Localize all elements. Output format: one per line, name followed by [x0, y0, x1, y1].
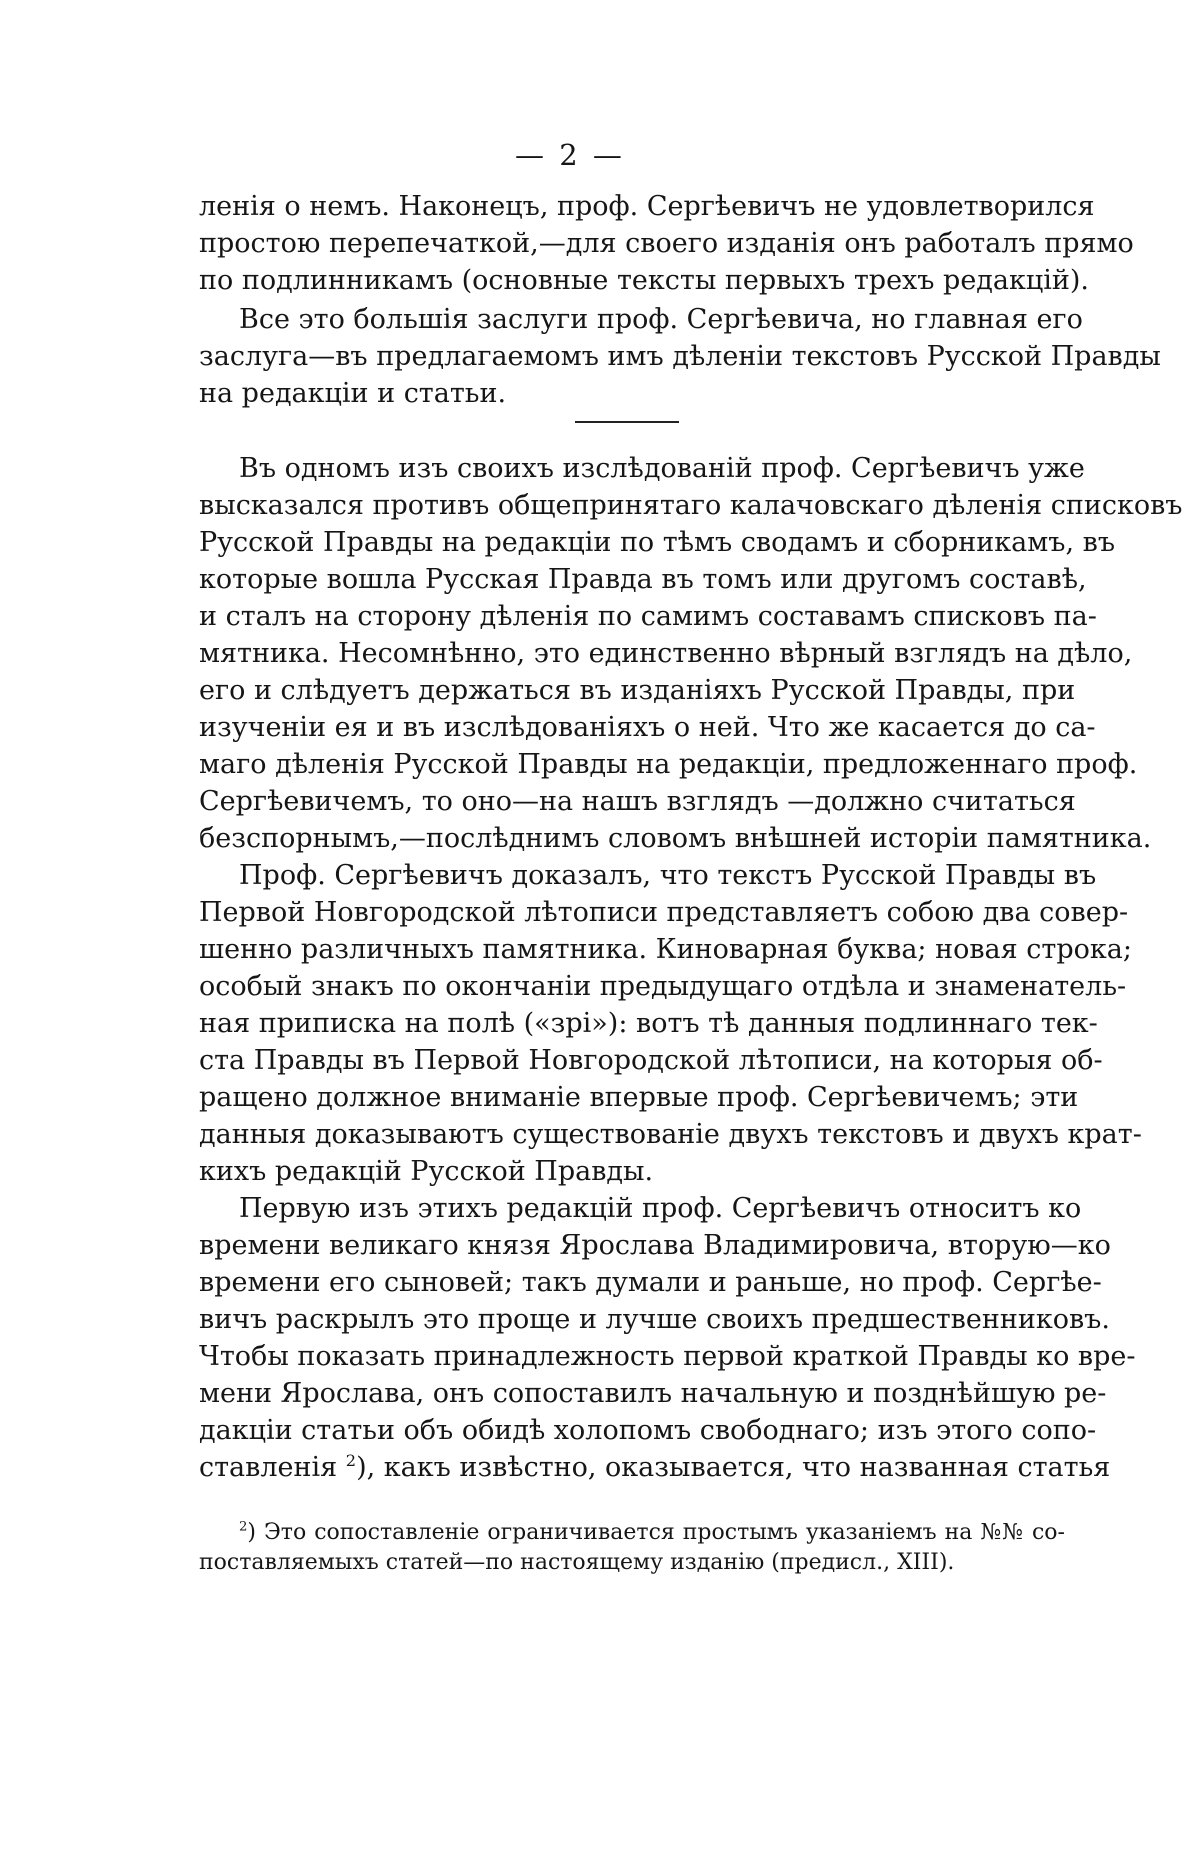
text-line-end: ), какъ извѣстно, оказывается, что названная статья: [356, 1452, 1111, 1483]
text-line: мени Ярослава, онъ сопоставилъ начальную и позднѣйшую ре-: [199, 1378, 1107, 1409]
text-line: Первой Новгородской лѣтописи представляетъ собою два совер-: [199, 897, 1129, 928]
text-line: по подлинникамъ (основные тексты первыхъ трехъ редакцій).: [199, 265, 1089, 296]
text-line: безспорнымъ,—послѣднимъ словомъ внѣшней исторіи памятника.: [199, 823, 1152, 854]
text-line: которые вошла Русская Правда въ томъ или другомъ составѣ,: [199, 564, 1087, 595]
footnote-marker: 2: [239, 1519, 248, 1535]
text-line: [199, 1449, 1111, 1486]
text-line: Проф. Сергѣевичъ доказалъ, что текстъ Русской Правды въ: [239, 860, 1097, 891]
section-divider: [575, 421, 679, 423]
text-line: ная приписка на полѣ («зрі»): вотъ тѣ данныя подлиннаго тек-: [199, 1008, 1098, 1039]
text-line: дакціи статьи объ обидѣ холопомъ свободнаго; изъ этого сопо-: [199, 1415, 1097, 1446]
text-line: времени великаго князя Ярослава Владимировича, вторую—ко: [199, 1230, 1111, 1261]
text-line: изученіи ея и въ изслѣдованіяхъ о ней. Что же касается до са-: [199, 712, 1096, 743]
text-line: Въ одномъ изъ своихъ изслѣдованій проф. Сергѣевичъ уже: [239, 453, 1085, 484]
text-line: на редакціи и статьи.: [199, 378, 507, 409]
text-line: данныя доказываютъ существованіе двухъ текстовъ и двухъ крат-: [199, 1119, 1142, 1150]
text-line: Сергѣевичемъ, то оно—на нашъ взглядъ —должно считаться: [199, 786, 1076, 817]
text-line: Первую изъ этихъ редакцій проф. Сергѣевичъ относитъ ко: [239, 1193, 1082, 1224]
footnote: [199, 1518, 1065, 1578]
paragraph-2: [199, 301, 1161, 412]
footnote-text: ) Это сопоставленіе ограничивается простымъ указаніемъ на №№ со-: [247, 1520, 1065, 1545]
paragraph-4: [199, 857, 1142, 1190]
text-line: мятника. Несомнѣнно, это единственно вѣрный взглядъ на дѣло,: [199, 638, 1133, 669]
text-line: простою перепечаткой,—для своего изданія онъ работалъ прямо: [199, 228, 1134, 259]
text-line: ста Правды въ Первой Новгородской лѣтописи, на которыя об-: [199, 1045, 1103, 1076]
text-line: вичъ раскрылъ это проще и лучше своихъ предшественниковъ.: [199, 1304, 1110, 1335]
text-line: времени его сыновей; такъ думали и раньше, но проф. Сергѣе-: [199, 1267, 1102, 1298]
text-line: ленія о немъ. Наконецъ, проф. Сергѣевичъ не удовлетворился: [199, 191, 1095, 222]
text-line: Все это большія заслуги проф. Сергѣевича, но главная его: [239, 304, 1083, 335]
text-line: заслуга—въ предлагаемомъ имъ дѣленіи текстовъ Русской Правды: [199, 341, 1161, 372]
text-line: и сталъ на сторону дѣленія по самимъ составамъ списковъ па-: [199, 601, 1097, 632]
page-number: — 2 —: [515, 138, 625, 172]
footnote-line: [199, 1518, 1065, 1548]
text-line: кихъ редакцій Русской Правды.: [199, 1156, 654, 1187]
text-line: шенно различныхъ памятника. Киноварная буква; новая строка;: [199, 934, 1132, 965]
footnote-line: поставляемыхъ статей—по настоящему изданію (предисл., XIII).: [199, 1550, 955, 1575]
text-line: маго дѣленія Русской Правды на редакціи, предложеннаго проф.: [199, 749, 1138, 780]
text-line: ращено должное вниманіе впервые проф. Сергѣевичемъ; эти: [199, 1082, 1079, 1113]
text-line: Русской Правды на редакціи по тѣмъ сводамъ и сборникамъ, въ: [199, 527, 1115, 558]
footnote-ref: 2: [345, 1451, 357, 1470]
text-line: особый знакъ по окончаніи предыдущаго отдѣла и знаменатель-: [199, 971, 1127, 1002]
paragraph-5: [199, 1190, 1136, 1486]
text-line: его и слѣдуетъ держаться въ изданіяхъ Русской Правды, при: [199, 675, 1076, 706]
paragraph-3: [199, 450, 1182, 857]
paragraph-1: [199, 188, 1134, 299]
text-line: Чтобы показать принадлежность первой краткой Правды ко вре-: [199, 1341, 1136, 1372]
text-line: высказался противъ общепринятаго калачовскаго дѣленія списковъ: [199, 490, 1182, 521]
text-line-start: ставленія: [199, 1452, 338, 1483]
